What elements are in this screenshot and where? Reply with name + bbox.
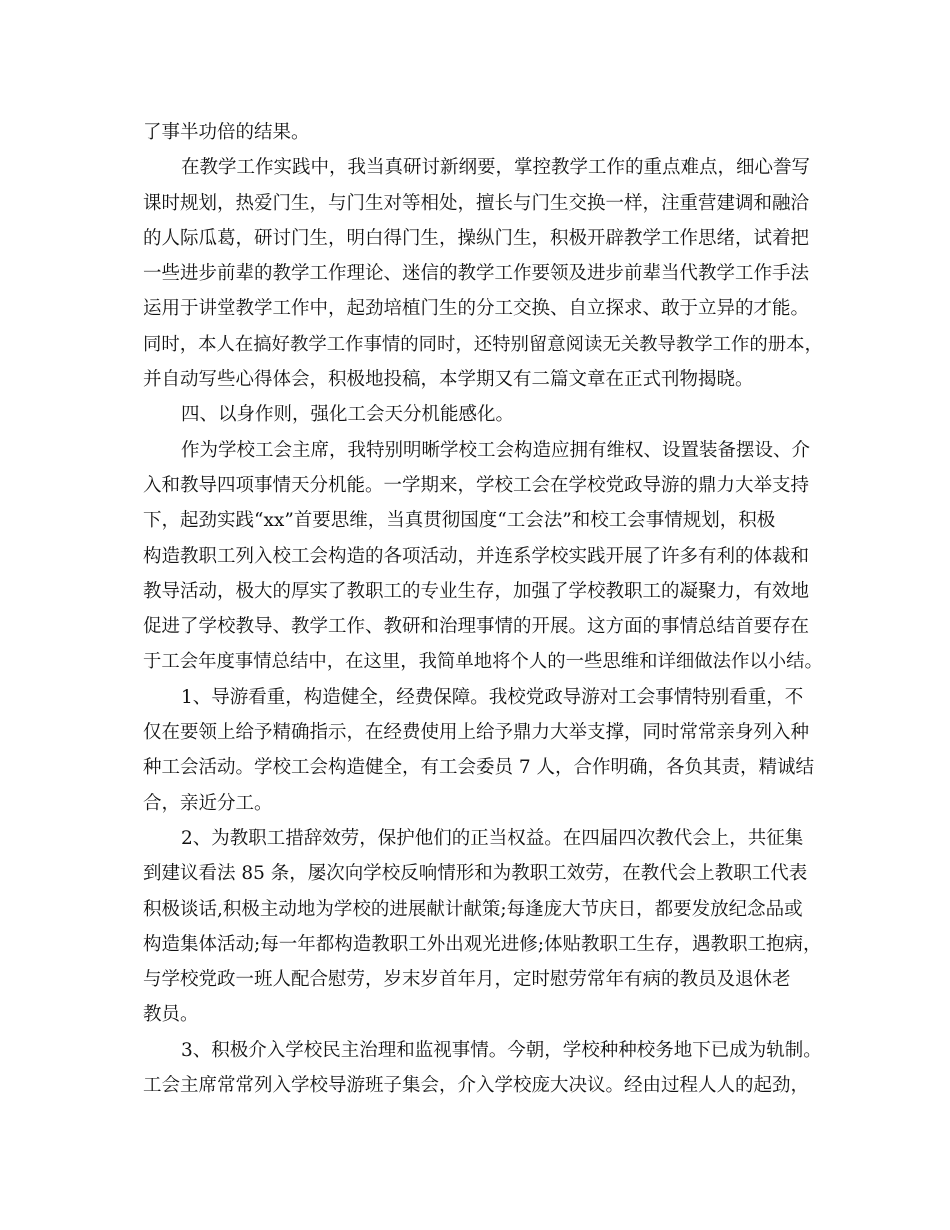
text-line: 到建议看法 85 条，屡次向学校反响情形和为教职工效劳，在教代会上教职工代表 (143, 863, 808, 885)
text-line: 了事半功倍的结果。 (143, 122, 310, 143)
text-line: 教员。 (143, 1004, 199, 1026)
text-line: 四、以身作则，强化工会天分机能感化。 (181, 404, 515, 426)
text-line: 于工会年度事情总结中，在这里，我简单地将个人的一些思维和详细做法作以小结。 (143, 651, 823, 673)
text-line: 工会主席常常列入学校导游班子集会，介入学校庞大决议。经由过程人人的起劲， (143, 1075, 810, 1097)
text-line: 1、导游看重，构造健全，经费保障。我校党政导游对工会事情特别看重，不 (181, 686, 804, 708)
text-line: 课时规划，热爱门生，与门生对等相处，擅长与门生交换一样，注重营建调和融洽 (143, 192, 810, 214)
text-line: 种工会活动。学校工会构造健全，有工会委员 7 人，合作明确，各负其责，精诚结 (143, 757, 815, 779)
text-line: 作为学校工会主席，我特别明晰学校工会构造应拥有维权、设置装备摆设、介 (181, 439, 811, 461)
text-line: 促进了学校教导、教学工作、教研和治理事情的开展。这方面的事情总结首要存在 (143, 616, 810, 638)
text-line: 积极谈话,积极主动地为学校的进展献计献策;每逢庞大节庆日，都要发放纪念品或 (143, 898, 803, 920)
text-line: 与学校党政一班人配合慰劳，岁末岁首年月，定时慰劳常年有病的教员及退休老 (143, 969, 791, 991)
text-line: 一些进步前辈的教学工作理论、迷信的教学工作要领及进步前辈当代教学工作手法 (143, 263, 810, 285)
text-line: 同时，本人在搞好教学工作事情的同时，还特别留意阅读无关教导教学工作的册本， (143, 333, 823, 355)
text-line: 3、积极介入学校民主治理和监视事情。今朝，学校种种校务地下已成为轨制。 (181, 1039, 822, 1061)
text-line: 的人际瓜葛，研讨门生，明白得门生，操纵门生，积极开辟教学工作思绪，试着把 (143, 227, 810, 249)
text-line: 下，起劲实践“xx”首要思维，当真贯彻国度“工会法”和校工会事情规划，积极 (143, 510, 776, 532)
text-line: 教导活动，极大的厚实了教职工的专业生存，加强了学校教职工的凝聚力，有效地 (143, 580, 810, 602)
text-line: 构造教职工列入校工会构造的各项活动，并连系学校实践开展了许多有利的体裁和 (143, 545, 810, 567)
text-line: 2、为教职工措辞效劳，保护他们的正当权益。在四届四次教代会上，共征集 (181, 827, 804, 849)
text-line: 入和教导四项事情天分机能。一学期来，学校工会在学校党政导游的鼎力大举支持 (143, 474, 810, 496)
document-body (143, 115, 827, 1103)
text-line: 合，亲近分工。 (143, 792, 273, 814)
text-line: 仅在要领上给予精确指示，在经费使用上给予鼎力大举支撑，同时常常亲身列入种 (143, 722, 810, 744)
text-line: 并自动写些心得体会，积极地投稿，本学期又有二篇文章在正式刊物揭晓。 (143, 369, 754, 391)
text-line: 运用于讲堂教学工作中，起劲培植门生的分工交换、自立探求、敢于立异的才能。 (143, 298, 810, 320)
text-line: 构造集体活动;每一年都构造教职工外出观光进修;体贴教职工生存，遇教职工抱病， (143, 933, 822, 955)
text-line: 在教学工作实践中，我当真研讨新纲要，掌控教学工作的重点难点，细心誊写 (181, 157, 811, 179)
